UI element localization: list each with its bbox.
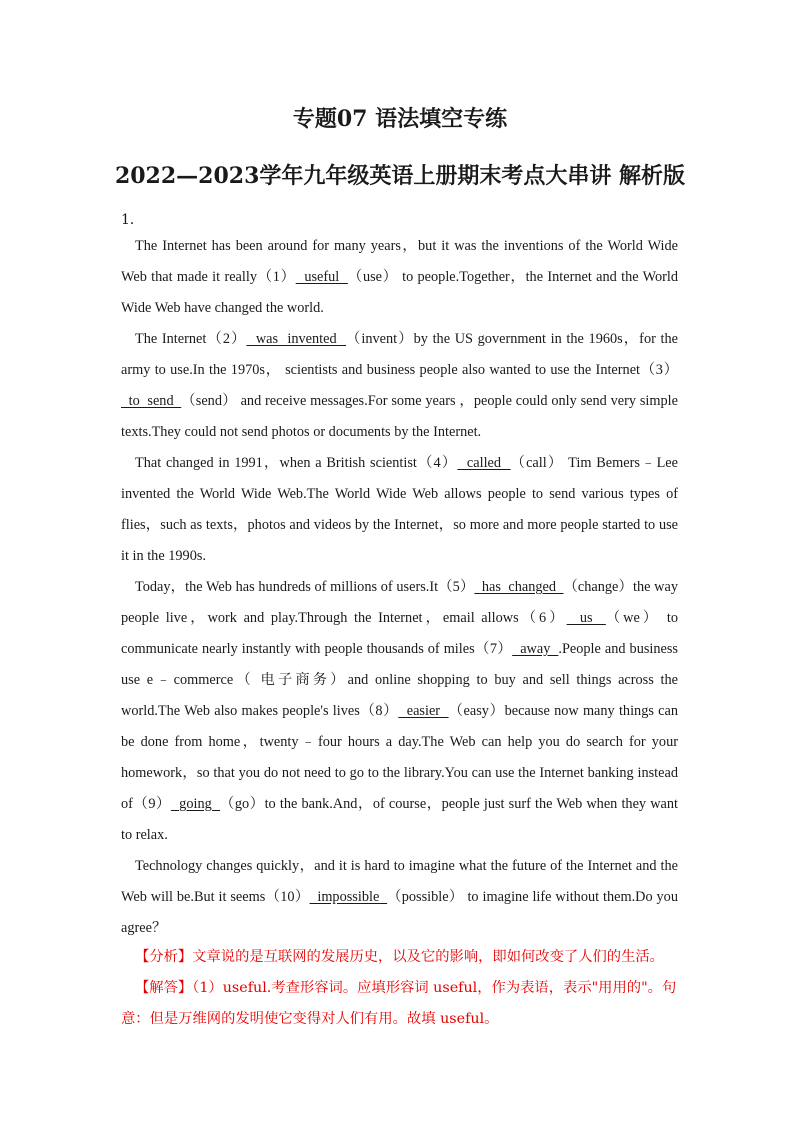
passage-text: That changed in 1991，when a British scientist（4） (135, 455, 458, 471)
passage-text: （change）the way people live，work and play.Through the Internet，email allows（6） (121, 579, 679, 626)
passage-text: （send） and receive messages.For some years ，people could only send very simple texts.They could not send photos or documents by the Internet. (121, 393, 678, 440)
paragraph-1 (121, 231, 678, 324)
passage-text: （go）to the bank.And，of course，people just surf the Web when they want to relax. (121, 796, 678, 843)
answer-text: （1）useful.考查形容词。应填形容词 useful，作为表语，表示"用用的"。句意：但是万维网的发明使它变得对人们有用。故填 useful。 (121, 980, 677, 1027)
answer-blank: easier (398, 703, 449, 719)
passage (121, 231, 678, 944)
passage-text: （call） Tim Bemers﹣Lee invented the World Wide Web.The World Wide Web allows people to send various types of flies，such as texts，photos and videos by the Internet，so more and more people started to use it in the 1990s. (121, 455, 678, 564)
passage-text: The Internet（2） (135, 331, 247, 347)
paragraph-5 (121, 851, 678, 944)
paragraph-4 (121, 572, 678, 851)
passage-text: .People and business use e﹣commerce（ 电子商务）and online shopping to buy and sell things across the world.The Web also makes people's lives（8） (121, 641, 678, 719)
passage-text: Technology changes quickly，and it is hard to imagine what the future of the Internet and the Web will be.But it seems（10） (121, 858, 678, 905)
paragraph-2 (121, 324, 678, 448)
paragraph-3 (121, 448, 678, 572)
answer-blank: called (457, 455, 511, 471)
answer-explanation (121, 973, 686, 1035)
answer-blank: has changed (474, 579, 564, 595)
analysis-text: 文章说的是互联网的发展历史，以及它的影响，即如何改变了人们的生活。 (192, 949, 664, 965)
passage-text: （easy）because now many things can be done from home，twenty﹣four hours a day.The Web can help you do search for your homework，so that you do not need to go to the library.You can use the Internet banking instead of（9） (121, 703, 678, 812)
passage-text: （invent）by the US government in the 1960s，for the army to use.In the 1970s， scientists and business people also wanted to use the Internet（3） (121, 331, 678, 378)
question-number: 1． (121, 212, 144, 228)
analysis-summary (121, 942, 686, 973)
answer-label: 【解答】 (135, 980, 193, 996)
document-title: 专题07 语法填空专练 (292, 106, 508, 132)
analysis-label: 【分析】 (135, 949, 193, 965)
passage-text: （we） to communicate nearly instantly with people thousands of miles（7） (121, 610, 678, 657)
document-subtitle: 2022—2023学年九年级英语上册期末考点大串讲 解析版 (114, 163, 686, 189)
passage-text: The Internet has been around for many years，but it was the inventions of the World Wide Web that made it really（1） (121, 238, 678, 285)
answer-blank: was invented (246, 331, 346, 347)
answer-blank: useful (295, 269, 348, 285)
answer-blank: impossible (309, 889, 388, 905)
answer-blank: away (512, 641, 559, 657)
answer-blank: us (566, 610, 606, 626)
passage-text: （use） to people.Together，the Internet and the World Wide Web have changed the world. (121, 269, 678, 316)
answer-blank: going (170, 796, 221, 812)
passage-text: Today，the Web has hundreds of millions of users.It（5） (135, 579, 475, 595)
answer-blank: to send (121, 393, 182, 409)
analysis-section (121, 942, 686, 1035)
passage-text: （possible） to imagine life without them.Do you agree？ (121, 889, 678, 936)
